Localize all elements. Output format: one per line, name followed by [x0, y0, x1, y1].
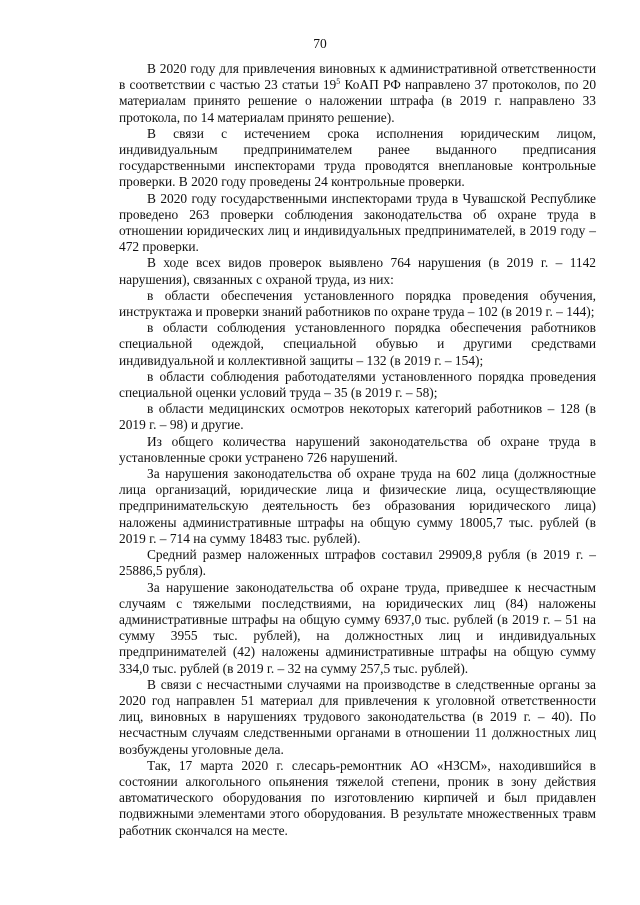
paragraph: За нарушения законодательства об охране труда на 602 лица (должностные лица организаций, юридические лица и физические лица, осуществляющие предпринимательскую деятельность без образования юридического лица) наложены административные штрафы на общую сумму 18005,7 тыс. рублей (в 2019 г. – 714 на сумму 18483 тыс. рублей).	[119, 466, 596, 546]
paragraph: Средний размер наложенных штрафов составил 29909,8 рубля (в 2019 г. – 25886,5 рубля).	[119, 547, 596, 579]
paragraph: в области медицинских осмотров некоторых категорий работников – 128 (в 2019 г. – 98) и другие.	[119, 401, 596, 433]
paragraph: За нарушение законодательства об охране труда, приведшее к несчастным случаям с тяжелыми последствиями, на юридических лиц (84) наложены административные штрафы на общую сумму 6937,0 тыс. рублей (в 2019 г. – 51 на сумму 3955 тыс. рублей), на должностных лиц и индивидуальных предпринимателей (42) наложены административные штрафы на общую сумму 334,0 тыс. рублей (в 2019 г. – 32 на сумму 257,5 тыс. рублей).	[119, 579, 596, 676]
paragraph: В ходе всех видов проверок выявлено 764 нарушения (в 2019 г. – 1142 нарушения), связанных с охраной труда, из них:	[119, 255, 596, 287]
document-body	[119, 61, 596, 839]
paragraph: В связи с истечением срока исполнения юридическим лицом, индивидуальным предпринимателем ранее выданного предписания государственными инспекторами труда проводятся внеплановые контрольные проверки. В 2020 году проведены 24 контрольные проверки.	[119, 125, 596, 190]
paragraph-text: КоАП РФ направлено 37 протоколов, по 20 материалам принято решение о наложении штрафа (в 2019 г. направлено 33 протокола, по 14 материалам принято решение).	[119, 77, 597, 125]
paragraph-text: В 2020 году для привлечения виновных к административной ответственности в соответствии с частью 23 статьи 19	[119, 61, 596, 93]
paragraph	[119, 61, 596, 126]
paragraph: В 2020 году государственными инспекторами труда в Чувашской Республике проведено 263 проверки соблюдения законодательства об охране труда в отношении юридических лиц и индивидуальных предпринимателей, в 2019 году – 472 проверки.	[119, 190, 596, 255]
paragraph: Из общего количества нарушений законодательства об охране труда в установленные сроки устранено 726 нарушений.	[119, 433, 596, 465]
paragraph: в области соблюдения установленного порядка обеспечения работников специальной одеждой, специальной обувью и другими средствами индивидуальной и коллективной защиты – 132 (в 2019 г. – 154);	[119, 320, 596, 368]
paragraph: Так, 17 марта 2020 г. слесарь-ремонтник АО «НЗСМ», находившийся в состоянии алкогольного опьянения тяжелой степени, проник в зону действия автоматического оборудования по изготовлению кирпичей и был придавлен подвижными элементами этого оборудования. В результате множественных травм работник скончался на месте.	[119, 757, 596, 838]
paragraph: В связи с несчастными случаями на производстве в следственные органы за 2020 год направлен 51 материал для привлечения к уголовной ответственности лиц, виновных в нарушениях трудового законодательства (в 2019 г. – 40). По несчастным случаям следственными органами в отношении 11 должностных лиц возбуждены уголовные дела.	[119, 676, 596, 757]
paragraph: в области соблюдения работодателями установленного порядка проведения специальной оценки условий труда – 35 (в 2019 г. – 58);	[119, 368, 596, 401]
superscript: 5	[336, 77, 341, 87]
page-number: 70	[313, 36, 327, 51]
paragraph: в области обеспечения установленного порядка проведения обучения, инструктажа и проверки знаний работников по охране труда – 102 (в 2019 г. – 144);	[119, 287, 596, 320]
